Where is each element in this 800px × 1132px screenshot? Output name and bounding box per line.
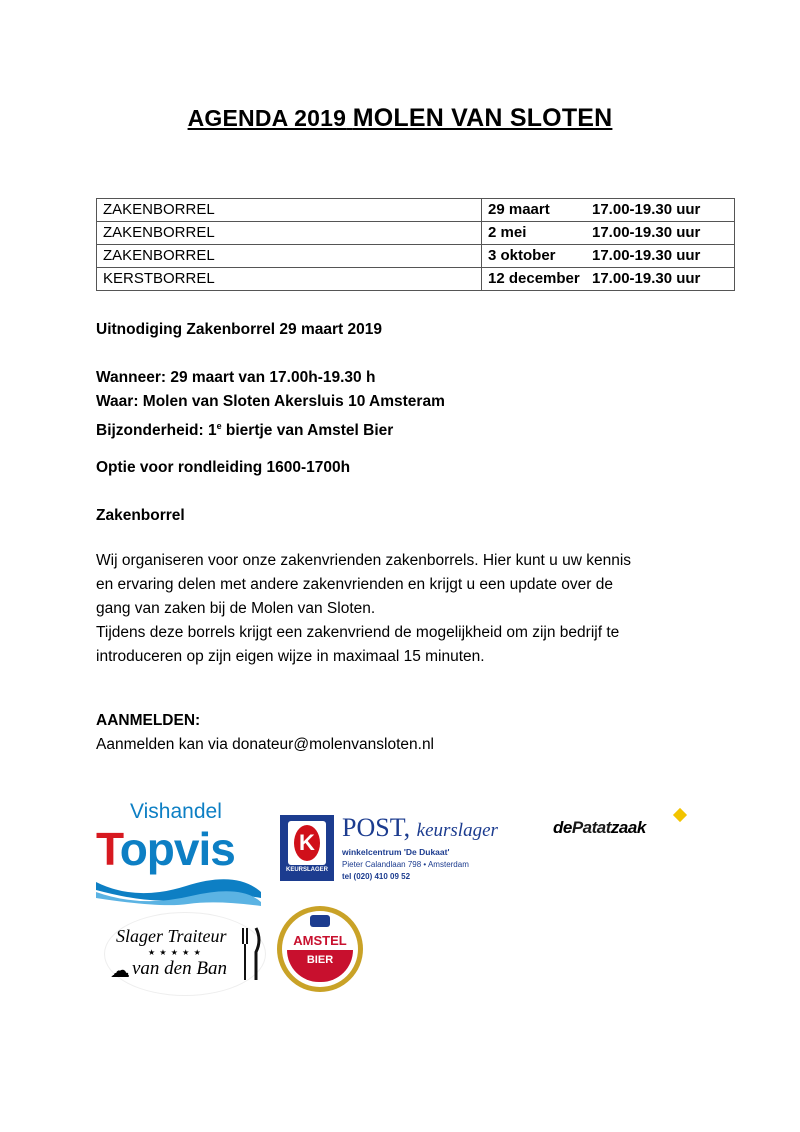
date: 3 oktober (488, 247, 556, 264)
body-line: Wij organiseren voor onze zakenvrienden zakenborrels. Hier kunt u uw kennis (96, 552, 632, 569)
keurslager-badge (280, 815, 334, 881)
body-line: introduceren op zijn eigen wijze in maximaal 15 minuten. (96, 648, 485, 665)
post-keurslager-logo (280, 815, 505, 885)
table-row (97, 222, 735, 245)
special-suffix: biertje van Amstel Bier (221, 422, 394, 440)
title-part1: AGENDA 2019 (187, 105, 347, 131)
title-part2: MOLEN VAN SLOTEN (352, 104, 613, 132)
table-row (97, 245, 735, 268)
special-sup: e (216, 421, 222, 431)
where-line: Waar: Molen van Sloten Akersluis 10 Amsteram (96, 393, 445, 410)
date-time-cell (482, 222, 735, 245)
when-line: Wanneer: 29 maart van 17.00h-19.30 h (96, 369, 376, 386)
section-heading: Zakenborrel (96, 507, 185, 524)
vandenban-line2: van den Ban (132, 958, 227, 979)
vandenban-line1: Slager Traiteur (116, 926, 227, 946)
body-line: gang van zaken bij de Molen van Sloten. (96, 600, 376, 617)
vandenban-logo (104, 912, 264, 997)
post-phone: tel (020) 410 09 52 (342, 872, 411, 881)
patatzaak-logo (553, 810, 693, 850)
date: 29 maart (488, 201, 550, 218)
table-row (97, 268, 735, 291)
amstel-name: AMSTEL (293, 933, 347, 948)
agenda-table (96, 198, 735, 291)
event-cell: ZAKENBORREL (97, 199, 482, 222)
special-line (96, 414, 445, 443)
crest-icon (310, 915, 330, 927)
fries-icon (673, 808, 687, 822)
event-cell: KERSTBORREL (97, 268, 482, 291)
date-time-cell (482, 268, 735, 291)
k-icon: K (294, 825, 320, 861)
details-block (96, 366, 445, 443)
date: 12 december (488, 270, 580, 287)
event-cell: ZAKENBORREL (97, 222, 482, 245)
tour-option: Optie voor rondleiding 1600-1700h (96, 459, 351, 476)
event-cell: ZAKENBORREL (97, 245, 482, 268)
date: 2 mei (488, 224, 527, 241)
chef-hat-icon: ☁ (110, 960, 130, 982)
topvis-logo (96, 800, 261, 910)
cutlery-icon (240, 926, 262, 982)
body-paragraph (96, 549, 706, 669)
date-time-cell (482, 245, 735, 268)
date-time-cell (482, 199, 735, 222)
amstel-logo (277, 906, 365, 994)
topvis-line1: Vishandel (130, 800, 222, 823)
time: 17.00-19.30 uur (592, 247, 701, 264)
body-line: en ervaring delen met andere zakenvrienden en krijgt u een update over de (96, 576, 614, 593)
amstel-sub: BIER (306, 954, 334, 966)
post-addr1: winkelcentrum 'De Dukaat' (342, 847, 450, 857)
wave-icon (96, 872, 261, 908)
time: 17.00-19.30 uur (592, 224, 701, 241)
table-row (97, 199, 735, 222)
invitation-heading: Uitnodiging Zakenborrel 29 maart 2019 (96, 321, 382, 338)
register-block (96, 709, 434, 757)
page-title (0, 104, 800, 133)
time: 17.00-19.30 uur (592, 270, 701, 287)
register-text: Aanmelden kan via donateur@molenvansloten.nl (96, 736, 435, 753)
time: 17.00-19.30 uur (592, 201, 701, 218)
topvis-line2: Topvis (96, 823, 235, 875)
special-prefix: Bijzonderheid: 1 (96, 422, 217, 440)
post-addr2: Pieter Calandlaan 798 • Amsterdam (342, 860, 469, 869)
post-name: POST, keurslager (342, 813, 498, 842)
stars-icon: ★ ★ ★ ★ ★ (148, 948, 202, 957)
register-heading: AANMELDEN: (96, 712, 201, 729)
body-line: Tijdens deze borrels krijgt een zakenvriend de mogelijkheid om zijn bedrijf te (96, 624, 620, 641)
badge-label: KEURSLAGER (285, 867, 328, 873)
patatzaak-text: dePatatzaak (553, 818, 646, 837)
